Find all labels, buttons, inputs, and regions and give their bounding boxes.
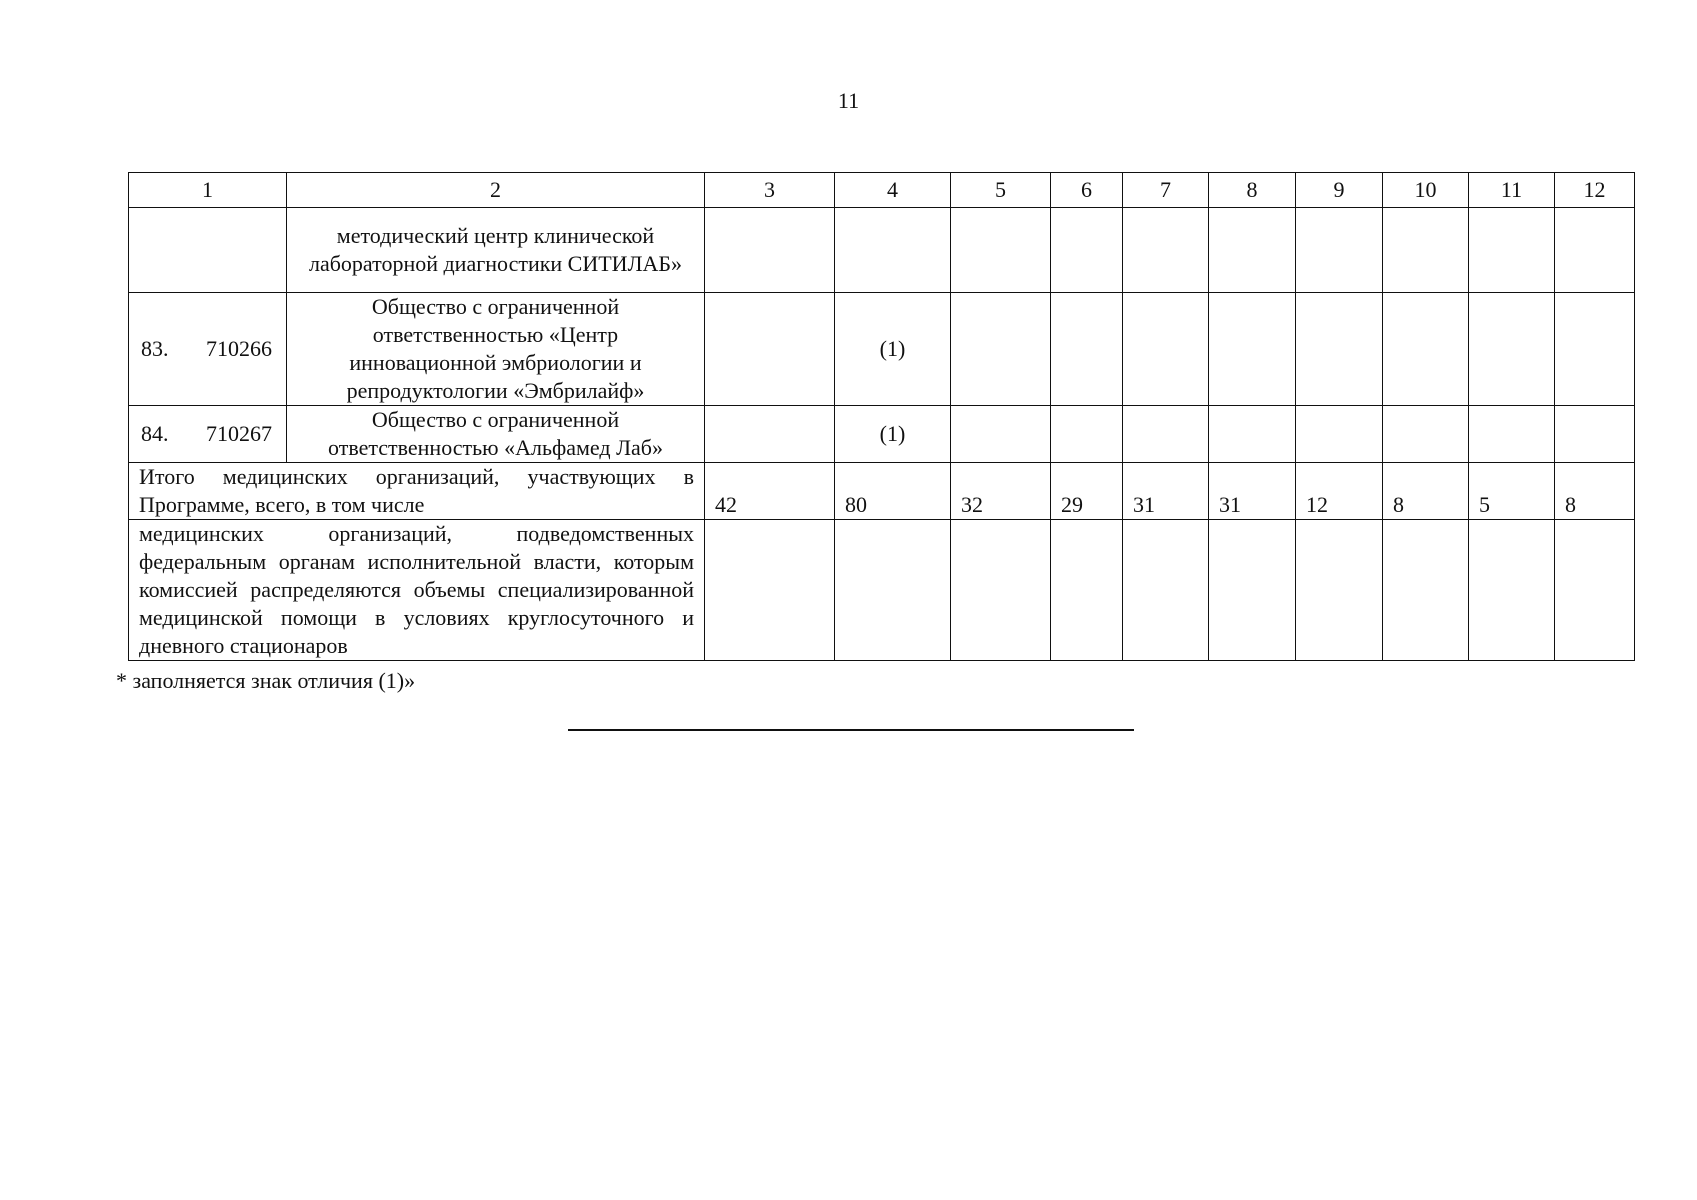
header-cell: 12 <box>1555 173 1635 208</box>
value-cell <box>1209 208 1296 293</box>
federal-organizations-row <box>129 520 1635 661</box>
total-value-cell: 5 <box>1469 463 1555 520</box>
value-cell <box>1123 293 1209 406</box>
total-value-cell: 12 <box>1296 463 1383 520</box>
value-cell <box>1383 406 1469 463</box>
value-cell <box>1051 406 1123 463</box>
header-cell: 8 <box>1209 173 1296 208</box>
value-cell <box>705 520 835 661</box>
total-value-cell: 32 <box>951 463 1051 520</box>
organization-code: 710267 <box>206 421 272 446</box>
value-cell <box>1209 293 1296 406</box>
value-cell <box>1123 406 1209 463</box>
value-cell <box>705 293 835 406</box>
value-cell <box>835 208 951 293</box>
table-header-row <box>129 173 1635 208</box>
row-number-cell <box>129 293 287 406</box>
value-cell <box>1051 520 1123 661</box>
value-cell <box>951 293 1051 406</box>
value-cell <box>1296 520 1383 661</box>
header-cell: 6 <box>1051 173 1123 208</box>
total-value-cell: 80 <box>835 463 951 520</box>
value-cell <box>1469 406 1555 463</box>
value-cell <box>1209 520 1296 661</box>
total-value-cell: 8 <box>1383 463 1469 520</box>
row-number-cell <box>129 208 287 293</box>
value-cell <box>1123 208 1209 293</box>
value-cell <box>1296 406 1383 463</box>
federal-label-cell: медицинских организаций, подведомственных федеральным органам исполнительной власти, которым комиссией распределяются объемы специализированной медицинской помощи в условиях круглосуточного и дневного стационаров <box>129 520 705 661</box>
value-cell <box>951 208 1051 293</box>
header-cell: 10 <box>1383 173 1469 208</box>
value-cell <box>1051 208 1123 293</box>
value-cell <box>1555 293 1635 406</box>
value-cell <box>1469 293 1555 406</box>
organization-name-cell: Общество с ограниченной ответственностью «Центр инновационной эмбриологии и репродуктологии «Эмбрилайф» <box>287 293 705 406</box>
end-divider-line <box>568 729 1134 731</box>
value-cell <box>1383 520 1469 661</box>
row-number: 83. <box>141 336 169 361</box>
header-cell: 2 <box>287 173 705 208</box>
distinction-mark-cell: (1) <box>835 406 951 463</box>
header-cell: 11 <box>1469 173 1555 208</box>
header-cell: 3 <box>705 173 835 208</box>
table-row <box>129 406 1635 463</box>
value-cell <box>1555 520 1635 661</box>
value-cell <box>1296 208 1383 293</box>
value-cell <box>951 406 1051 463</box>
value-cell <box>1555 208 1635 293</box>
value-cell <box>1209 406 1296 463</box>
total-value-cell: 31 <box>1209 463 1296 520</box>
organization-code: 710266 <box>206 336 272 361</box>
value-cell <box>1051 293 1123 406</box>
table-row <box>129 293 1635 406</box>
header-cell: 4 <box>835 173 951 208</box>
value-cell <box>1469 520 1555 661</box>
header-cell: 7 <box>1123 173 1209 208</box>
total-value-cell: 31 <box>1123 463 1209 520</box>
footnote: * заполняется знак отличия (1)» <box>116 668 416 693</box>
value-cell <box>1469 208 1555 293</box>
organizations-table <box>128 172 1635 661</box>
total-row <box>129 463 1635 520</box>
table-row-continued <box>129 208 1635 293</box>
value-cell <box>951 520 1051 661</box>
total-label-cell: Итого медицинских организаций, участвующих в Программе, всего, в том числе <box>129 463 705 520</box>
value-cell <box>1383 208 1469 293</box>
value-cell <box>835 520 951 661</box>
total-value-cell: 42 <box>705 463 835 520</box>
value-cell <box>705 208 835 293</box>
total-value-cell: 29 <box>1051 463 1123 520</box>
total-value-cell: 8 <box>1555 463 1635 520</box>
value-cell <box>705 406 835 463</box>
organization-name-cell: Общество с ограниченной ответственностью «Альфамед Лаб» <box>287 406 705 463</box>
distinction-mark-cell: (1) <box>835 293 951 406</box>
page-number: 11 <box>837 88 860 113</box>
header-cell: 5 <box>951 173 1051 208</box>
row-number: 84. <box>141 421 169 446</box>
value-cell <box>1383 293 1469 406</box>
organization-name-cell: методический центр клинической лабораторной диагностики СИТИЛАБ» <box>287 208 705 293</box>
value-cell <box>1123 520 1209 661</box>
value-cell <box>1555 406 1635 463</box>
value-cell <box>1296 293 1383 406</box>
header-cell: 9 <box>1296 173 1383 208</box>
row-number-cell <box>129 406 287 463</box>
header-cell: 1 <box>129 173 287 208</box>
